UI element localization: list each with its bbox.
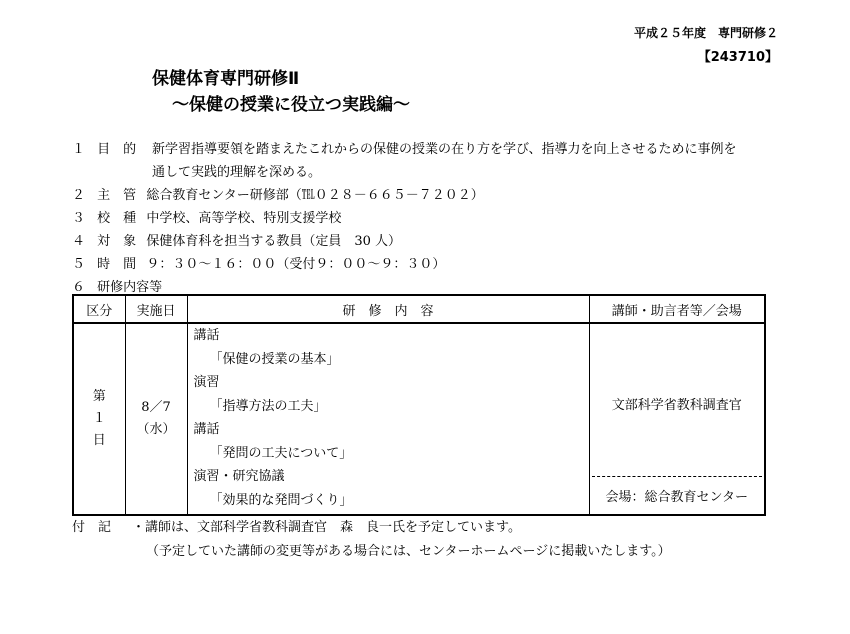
- date-cell: [125, 323, 187, 515]
- session-topic: 「効果的な発問づくり」: [209, 492, 353, 508]
- page-subtitle: ～保健の授業に役立つ実践編～: [172, 95, 410, 115]
- lecturer-name: 文部科学省教科調査官: [611, 398, 742, 413]
- item-purpose-text: 新学習指導要領を踏まえたこれからの保健の授業の在り方を学び、指導力を向上させるために事例を: [152, 142, 737, 157]
- notes-label: 付 記: [72, 520, 112, 535]
- item-number: ４: [72, 234, 86, 249]
- lecturer-cell: [589, 323, 765, 515]
- weekday-value: （水）: [136, 422, 176, 437]
- item-number: ２: [72, 188, 86, 203]
- item-time: [72, 253, 445, 272]
- venue-label: 会場：総合教育センター: [605, 490, 748, 505]
- session-type: 講話: [193, 328, 220, 343]
- session-type: 講話: [193, 422, 220, 437]
- item-label: 主 管: [97, 188, 137, 203]
- item-number: ６: [72, 280, 86, 295]
- content-cell: [187, 323, 589, 515]
- item-label: 研修内容等: [97, 280, 163, 295]
- schedule-table: [72, 294, 766, 516]
- item-school-type: [72, 207, 341, 226]
- session-type: 演習: [193, 375, 220, 390]
- course-code: 【243710】: [697, 50, 778, 65]
- item-purpose-text-cont: 通して実践的理解を深める。: [152, 165, 322, 180]
- item-organizer: [72, 184, 484, 203]
- header-date: 実施日: [125, 295, 187, 323]
- date-value: 8／7: [141, 400, 171, 415]
- item-label: 対 象: [97, 234, 137, 249]
- item-content-heading: [72, 276, 162, 295]
- item-label: 校 種: [97, 211, 137, 226]
- item-number: ３: [72, 211, 86, 226]
- item-text: ９：３０～１６：００（受付９：００～９：３０）: [146, 257, 446, 272]
- division-cell: [73, 323, 125, 515]
- session-topic: 「指導方法の工夫」: [209, 398, 327, 414]
- division-char: １: [92, 411, 106, 426]
- fiscal-year-label: 平成２５年度 専門研修２: [633, 26, 778, 40]
- dashed-divider: [592, 476, 763, 477]
- table-header-row: [73, 295, 765, 323]
- notes-line-1: ・講師は、文部科学省教科調査官 森 良一氏を予定しています。: [132, 520, 521, 535]
- item-text: 中学校、高等学校、特別支援学校: [146, 211, 342, 226]
- item-number: ５: [72, 257, 86, 272]
- header-division: 区分: [73, 295, 125, 323]
- division-char: 第: [92, 389, 106, 404]
- table-row: [73, 323, 765, 515]
- session-topic: 「保健の授業の基本」: [209, 351, 340, 367]
- item-text: 保健体育科を担当する教員（定員 30 人）: [146, 234, 401, 249]
- item-label: 目 的: [97, 142, 137, 157]
- page-title: 保健体育専門研修Ⅱ: [152, 69, 300, 89]
- header-content: 研 修 内 容: [187, 295, 589, 323]
- item-text: 総合教育センター研修部（℡０２８－６６５－７２０２）: [146, 188, 484, 203]
- notes-line-2: （予定していた講師の変更等がある場合には、センターホームページに掲載いたします。）: [146, 544, 671, 559]
- division-char: 日: [92, 433, 106, 448]
- item-target: [72, 230, 401, 249]
- item-label: 時 間: [97, 257, 137, 272]
- session-type: 演習・研究協議: [193, 469, 285, 484]
- item-purpose: [72, 138, 136, 157]
- session-topic: 「発問の工夫について」: [209, 445, 353, 461]
- item-number: １: [72, 142, 86, 157]
- header-lecturer: 講師・助言者等／会場: [589, 295, 765, 323]
